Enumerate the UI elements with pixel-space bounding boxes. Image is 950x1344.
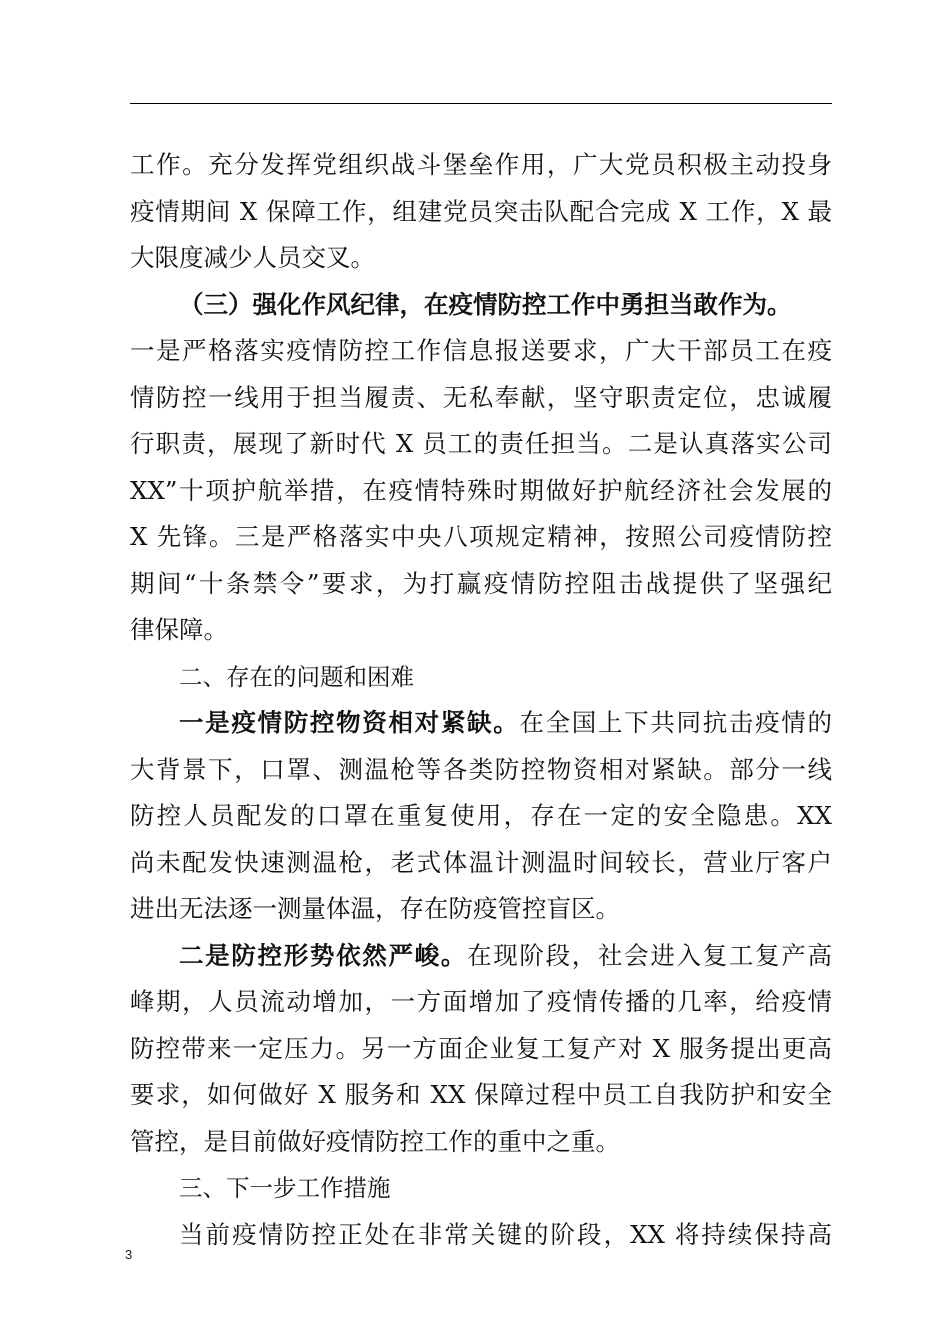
text-line: 尚未配发快速测温枪，老式体温计测温时间较长，营业厅客户 <box>130 847 832 877</box>
text-line: 大背景下，口罩、测温枪等各类防控物资相对紧缺。部分一线 <box>130 754 832 784</box>
text-run: 在全国上下共同抗击疫情的 <box>519 708 832 737</box>
text-line: 防控带来一定压力。另一方面企业复工复产对 X 服务提出更高 <box>130 1033 832 1063</box>
section-heading-next-steps: 三、下一步工作措施 <box>179 1174 391 1202</box>
paragraph-lead: 二是防控形势依然严峻。 <box>179 940 468 970</box>
paragraph-4 <box>130 933 832 1166</box>
section-heading-problems: 二、存在的问题和困难 <box>179 662 414 691</box>
paragraph-lead: 一是疫情防控物资相对紧缺。 <box>179 708 520 737</box>
text-line <box>130 700 832 747</box>
text-line: 大限度减少人员交叉。 <box>130 243 375 272</box>
page-number: 3 <box>125 1247 133 1262</box>
text-line: 工作。充分发挥党组织战斗堡垒作用，广大党员积极主动投身 <box>130 150 832 179</box>
subsection-heading: （三）强化作风纪律，在疫情防控工作中勇担当敢作为。 <box>179 289 792 319</box>
text-line: 行职责，展现了新时代 X 员工的责任担当。二是认真落实公司 <box>130 429 832 458</box>
text-line: X 先锋。三是严格落实中央八项规定精神，按照公司疫情防控 <box>130 522 832 551</box>
text-line: 管控，是目前做好疫情防控工作的重中之重。 <box>130 1126 620 1156</box>
paragraph-5 <box>130 1212 832 1259</box>
paragraph-2 <box>130 282 832 654</box>
text-line <box>130 933 832 980</box>
text-line: 一是严格落实疫情防控工作信息报送要求，广大干部员工在疫 <box>130 336 832 365</box>
text-line: 律保障。 <box>130 615 228 644</box>
text-line: 进出无法逐一测量体温，存在防疫管控盲区。 <box>130 894 620 923</box>
text-line: 疫情期间 X 保障工作，组建党员突击队配合完成 X 工作，X 最 <box>130 196 832 226</box>
text-line: 当前疫情防控正处在非常关键的阶段，XX 将持续保持高 <box>179 1219 832 1249</box>
text-line: 要求，如何做好 X 服务和 XX 保障过程中员工自我防护和安全 <box>130 1080 832 1109</box>
document-body <box>130 142 832 1258</box>
paragraph-3 <box>130 700 832 933</box>
text-line: 情防控一线用于担当履责、无私奉献，坚守职责定位，忠诚履 <box>130 382 832 412</box>
text-line: 峰期，人员流动增加，一方面增加了疫情传播的几率，给疫情 <box>130 987 832 1016</box>
text-line: 期间“十条禁令”要求，为打赢疫情防控阻击战提供了坚强纪 <box>130 568 832 598</box>
text-line: 防控人员配发的口罩在重复使用，存在一定的安全隐患。XX <box>130 801 832 830</box>
header-rule <box>130 103 832 104</box>
text-run: 在现阶段，社会进入复工复产高 <box>467 940 832 970</box>
paragraph-1 <box>130 142 832 282</box>
text-line: XX”十项护航举措，在疫情特殊时期做好护航经济社会发展的 <box>130 475 832 505</box>
